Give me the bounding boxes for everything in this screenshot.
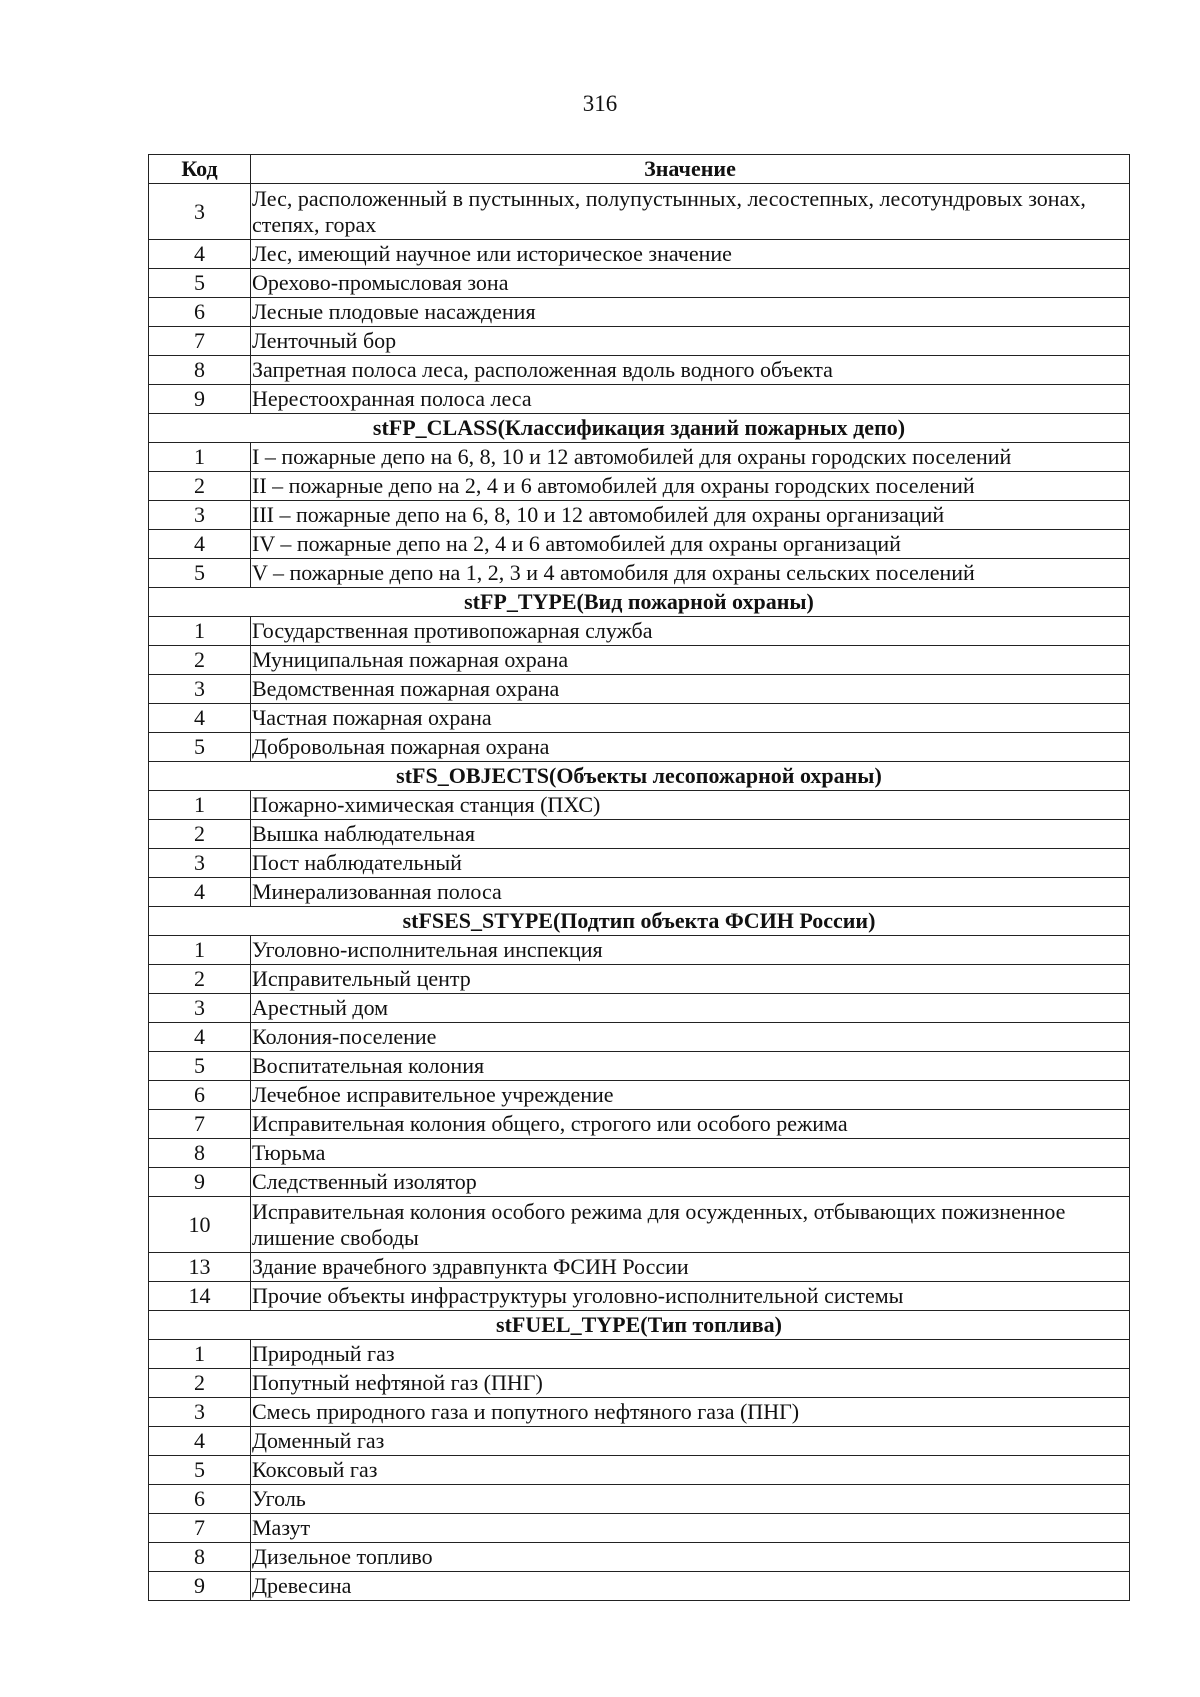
table-row bbox=[149, 240, 1130, 269]
page-number: 316 bbox=[582, 91, 618, 116]
value-cell: Тюрьма bbox=[251, 1139, 1130, 1168]
code-cell: 9 bbox=[149, 1168, 251, 1197]
value-cell: Лес, расположенный в пустынных, полупустынных, лесостепных, лесотундровых зонах, степях, горах bbox=[251, 184, 1130, 240]
value-cell: Пожарно-химическая станция (ПХС) bbox=[251, 791, 1130, 820]
table-row bbox=[149, 1340, 1130, 1369]
table-row bbox=[149, 791, 1130, 820]
table-row bbox=[149, 1369, 1130, 1398]
code-cell: 3 bbox=[149, 675, 251, 704]
value-cell: Орехово-промысловая зона bbox=[251, 269, 1130, 298]
code-cell: 2 bbox=[149, 472, 251, 501]
value-cell: Следственный изолятор bbox=[251, 1168, 1130, 1197]
table-row bbox=[149, 327, 1130, 356]
table-row bbox=[149, 1081, 1130, 1110]
value-cell: Частная пожарная охрана bbox=[251, 704, 1130, 733]
code-cell: 14 bbox=[149, 1282, 251, 1311]
value-cell: III – пожарные депо на 6, 8, 10 и 12 автомобилей для охраны организаций bbox=[251, 501, 1130, 530]
table-row bbox=[149, 1485, 1130, 1514]
table-row bbox=[149, 559, 1130, 588]
section-title: stFUEL_TYPE(Тип топлива) bbox=[149, 1311, 1130, 1340]
table-row bbox=[149, 1139, 1130, 1168]
section-title: stFS_OBJECTS(Объекты лесопожарной охраны) bbox=[149, 762, 1130, 791]
value-cell: Лечебное исправительное учреждение bbox=[251, 1081, 1130, 1110]
code-cell: 7 bbox=[149, 327, 251, 356]
table-row bbox=[149, 1427, 1130, 1456]
classifier-table bbox=[148, 154, 1130, 1601]
value-cell: Исправительный центр bbox=[251, 965, 1130, 994]
code-cell: 5 bbox=[149, 1456, 251, 1485]
value-cell: Дизельное топливо bbox=[251, 1543, 1130, 1572]
table-row bbox=[149, 184, 1130, 240]
table-row bbox=[149, 472, 1130, 501]
table-row bbox=[149, 443, 1130, 472]
table-row bbox=[149, 1023, 1130, 1052]
table-row bbox=[149, 617, 1130, 646]
code-cell: 4 bbox=[149, 1427, 251, 1456]
table-row bbox=[149, 1052, 1130, 1081]
value-cell: Древесина bbox=[251, 1572, 1130, 1601]
code-cell: 4 bbox=[149, 878, 251, 907]
table-body bbox=[149, 184, 1130, 1601]
code-cell: 8 bbox=[149, 356, 251, 385]
table-row bbox=[149, 733, 1130, 762]
code-cell: 2 bbox=[149, 965, 251, 994]
value-cell: Попутный нефтяной газ (ПНГ) bbox=[251, 1369, 1130, 1398]
value-cell: Коксовый газ bbox=[251, 1456, 1130, 1485]
code-cell: 4 bbox=[149, 240, 251, 269]
table-row bbox=[149, 1197, 1130, 1253]
table-row bbox=[149, 704, 1130, 733]
value-cell: Лес, имеющий научное или историческое значение bbox=[251, 240, 1130, 269]
section-row bbox=[149, 414, 1130, 443]
value-cell: Арестный дом bbox=[251, 994, 1130, 1023]
table-header-row bbox=[149, 155, 1130, 184]
section-row bbox=[149, 907, 1130, 936]
header-code: Код bbox=[149, 155, 251, 184]
code-cell: 1 bbox=[149, 443, 251, 472]
section-title: stFP_TYPE(Вид пожарной охраны) bbox=[149, 588, 1130, 617]
code-cell: 6 bbox=[149, 298, 251, 327]
table-row bbox=[149, 1110, 1130, 1139]
value-cell: Прочие объекты инфраструктуры уголовно-исполнительной системы bbox=[251, 1282, 1130, 1311]
value-cell: Уголовно-исполнительная инспекция bbox=[251, 936, 1130, 965]
value-cell: Нерестоохранная полоса леса bbox=[251, 385, 1130, 414]
value-cell: Здание врачебного здравпункта ФСИН России bbox=[251, 1253, 1130, 1282]
table-row bbox=[149, 1543, 1130, 1572]
value-cell: Колония-поселение bbox=[251, 1023, 1130, 1052]
code-cell: 5 bbox=[149, 733, 251, 762]
value-cell: Исправительная колония особого режима для осужденных, отбывающих пожизненное лишение свободы bbox=[251, 1197, 1130, 1253]
code-cell: 2 bbox=[149, 646, 251, 675]
header-value: Значение bbox=[251, 155, 1130, 184]
table-row bbox=[149, 356, 1130, 385]
table-row bbox=[149, 501, 1130, 530]
code-cell: 1 bbox=[149, 1340, 251, 1369]
value-cell: Муниципальная пожарная охрана bbox=[251, 646, 1130, 675]
value-cell: Ленточный бор bbox=[251, 327, 1130, 356]
value-cell: Ведомственная пожарная охрана bbox=[251, 675, 1130, 704]
value-cell: Добровольная пожарная охрана bbox=[251, 733, 1130, 762]
value-cell: Минерализованная полоса bbox=[251, 878, 1130, 907]
value-cell: V – пожарные депо на 1, 2, 3 и 4 автомобиля для охраны сельских поселений bbox=[251, 559, 1130, 588]
table-row bbox=[149, 298, 1130, 327]
table-row bbox=[149, 849, 1130, 878]
code-cell: 10 bbox=[149, 1197, 251, 1253]
table-row bbox=[149, 1168, 1130, 1197]
section-row bbox=[149, 588, 1130, 617]
value-cell: Мазут bbox=[251, 1514, 1130, 1543]
code-cell: 2 bbox=[149, 820, 251, 849]
code-cell: 3 bbox=[149, 849, 251, 878]
value-cell: Воспитательная колония bbox=[251, 1052, 1130, 1081]
table-row bbox=[149, 1398, 1130, 1427]
code-cell: 4 bbox=[149, 1023, 251, 1052]
code-cell: 5 bbox=[149, 559, 251, 588]
code-cell: 6 bbox=[149, 1081, 251, 1110]
code-cell: 13 bbox=[149, 1253, 251, 1282]
code-cell: 7 bbox=[149, 1110, 251, 1139]
section-title: stFSES_STYPE(Подтип объекта ФСИН России) bbox=[149, 907, 1130, 936]
code-cell: 4 bbox=[149, 530, 251, 559]
value-cell: Пост наблюдательный bbox=[251, 849, 1130, 878]
table-row bbox=[149, 1572, 1130, 1601]
code-cell: 6 bbox=[149, 1485, 251, 1514]
code-cell: 3 bbox=[149, 994, 251, 1023]
table-row bbox=[149, 1456, 1130, 1485]
code-cell: 8 bbox=[149, 1543, 251, 1572]
value-cell: Запретная полоса леса, расположенная вдоль водного объекта bbox=[251, 356, 1130, 385]
value-cell: Природный газ bbox=[251, 1340, 1130, 1369]
code-cell: 5 bbox=[149, 1052, 251, 1081]
table-row bbox=[149, 994, 1130, 1023]
value-cell: Доменный газ bbox=[251, 1427, 1130, 1456]
value-cell: I – пожарные депо на 6, 8, 10 и 12 автомобилей для охраны городских поселений bbox=[251, 443, 1130, 472]
value-cell: Уголь bbox=[251, 1485, 1130, 1514]
section-row bbox=[149, 762, 1130, 791]
value-cell: Государственная противопожарная служба bbox=[251, 617, 1130, 646]
table-row bbox=[149, 385, 1130, 414]
table-row bbox=[149, 1282, 1130, 1311]
table-row bbox=[149, 965, 1130, 994]
code-cell: 3 bbox=[149, 1398, 251, 1427]
table-row bbox=[149, 1253, 1130, 1282]
code-cell: 7 bbox=[149, 1514, 251, 1543]
table-row bbox=[149, 820, 1130, 849]
code-cell: 1 bbox=[149, 617, 251, 646]
table-row bbox=[149, 530, 1130, 559]
value-cell: Смесь природного газа и попутного нефтяного газа (ПНГ) bbox=[251, 1398, 1130, 1427]
value-cell: II – пожарные депо на 2, 4 и 6 автомобилей для охраны городских поселений bbox=[251, 472, 1130, 501]
section-title: stFP_CLASS(Классификация зданий пожарных депо) bbox=[149, 414, 1130, 443]
value-cell: Лесные плодовые насаждения bbox=[251, 298, 1130, 327]
code-cell: 9 bbox=[149, 385, 251, 414]
code-cell: 5 bbox=[149, 269, 251, 298]
value-cell: Исправительная колония общего, строгого или особого режима bbox=[251, 1110, 1130, 1139]
table-row bbox=[149, 269, 1130, 298]
table-row bbox=[149, 646, 1130, 675]
table-row bbox=[149, 878, 1130, 907]
table-row bbox=[149, 675, 1130, 704]
code-cell: 9 bbox=[149, 1572, 251, 1601]
code-cell: 4 bbox=[149, 704, 251, 733]
section-row bbox=[149, 1311, 1130, 1340]
code-cell: 3 bbox=[149, 501, 251, 530]
table-row bbox=[149, 936, 1130, 965]
value-cell: Вышка наблюдательная bbox=[251, 820, 1130, 849]
value-cell: IV – пожарные депо на 2, 4 и 6 автомобилей для охраны организаций bbox=[251, 530, 1130, 559]
code-cell: 3 bbox=[149, 184, 251, 240]
table-row bbox=[149, 1514, 1130, 1543]
code-cell: 1 bbox=[149, 791, 251, 820]
code-cell: 2 bbox=[149, 1369, 251, 1398]
code-cell: 8 bbox=[149, 1139, 251, 1168]
code-cell: 1 bbox=[149, 936, 251, 965]
